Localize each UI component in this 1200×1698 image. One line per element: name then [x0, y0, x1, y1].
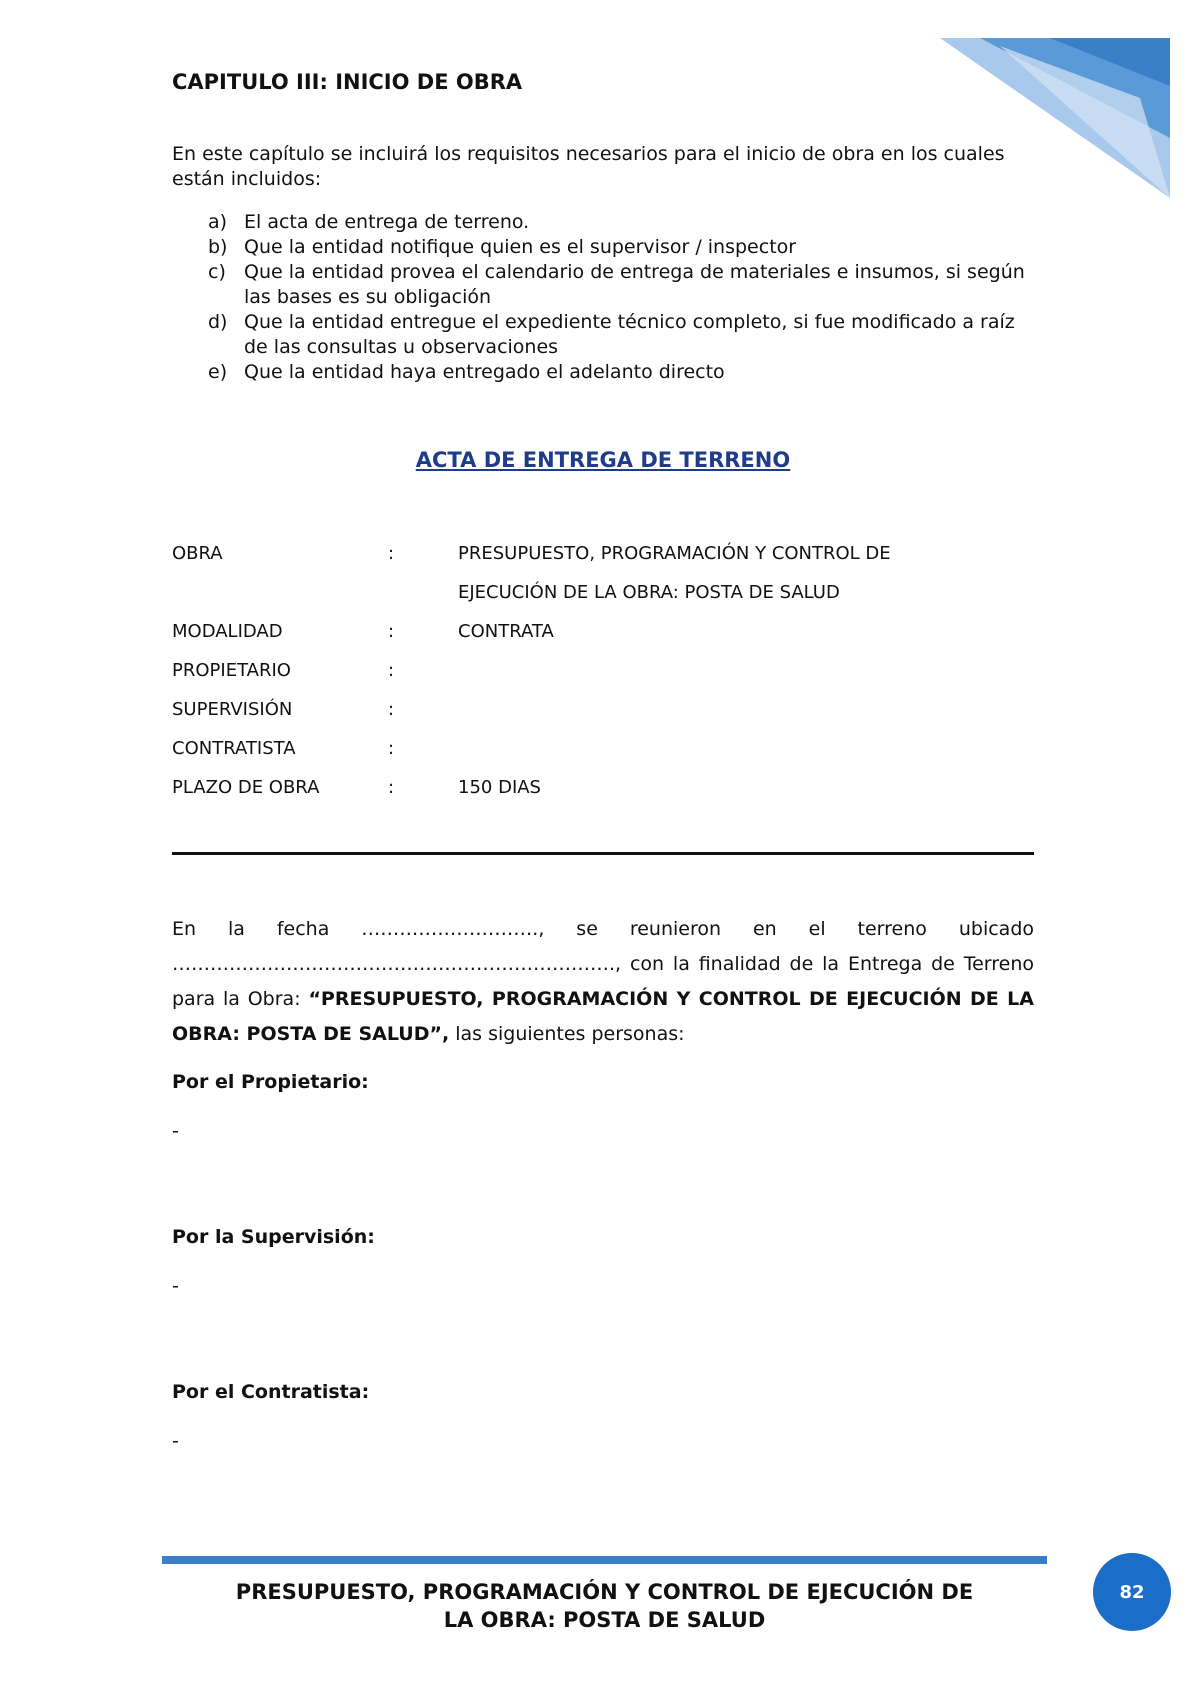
list-letter: b): [208, 236, 228, 258]
list-letter: e): [208, 361, 228, 383]
table-row: [172, 690, 1034, 729]
body-paragraph: [172, 912, 1034, 1052]
row-value: [458, 690, 1034, 729]
body-text-end: las siguientes personas:: [449, 1023, 685, 1045]
section-divider: [172, 852, 1034, 855]
requirements-list: [172, 210, 1034, 385]
intro-paragraph: En este capítulo se incluirá los requisitos necesarios para el inicio de obra en los cuales están incluidos:: [172, 143, 1005, 190]
row-label: [172, 573, 388, 612]
table-row: [172, 729, 1034, 768]
party-label-supervision: Por la Supervisión:: [172, 1226, 375, 1248]
row-value: [458, 651, 1034, 690]
row-label: PLAZO DE OBRA: [172, 777, 320, 798]
table-row: [172, 534, 1034, 573]
row-colon: :: [388, 699, 395, 720]
list-letter: a): [208, 211, 228, 233]
footer-line-2: LA OBRA: POSTA DE SALUD: [443, 1608, 766, 1632]
footer-line-1: PRESUPUESTO, PROGRAMACIÓN Y CONTROL DE EJECUCIÓN DE: [235, 1580, 974, 1604]
row-colon: [388, 573, 458, 612]
row-label: SUPERVISIÓN: [172, 699, 293, 720]
list-item: [172, 360, 1034, 385]
row-colon: :: [388, 660, 395, 681]
row-colon: :: [388, 777, 395, 798]
party-dash-propietario: -: [172, 1120, 179, 1142]
list-item: [172, 210, 1034, 235]
party-dash-supervision: -: [172, 1275, 179, 1297]
table-row: [172, 768, 1034, 807]
party-label-contratista: Por el Contratista:: [172, 1381, 370, 1403]
list-text: El acta de entrega de terreno.: [244, 211, 530, 233]
list-item: [172, 235, 1034, 260]
row-value: 150 DIAS: [458, 777, 541, 798]
chapter-title: CAPITULO III: INICIO DE OBRA: [172, 70, 523, 94]
list-text: Que la entidad provea el calendario de entrega de materiales e insumos, si según las bases es su obligación: [244, 261, 1025, 308]
table-row: [172, 612, 1034, 651]
acta-title: ACTA DE ENTREGA DE TERRENO: [415, 448, 791, 472]
row-value: PRESUPUESTO, PROGRAMACIÓN Y CONTROL DE: [458, 543, 891, 564]
party-dash-contratista: -: [172, 1430, 179, 1452]
row-colon: :: [388, 738, 395, 759]
row-value: CONTRATA: [458, 621, 554, 642]
body-project-name: “PRESUPUESTO, PROGRAMACIÓN Y CONTROL DE EJECUCIÓN DE LA OBRA: POSTA DE SALUD”,: [172, 988, 1034, 1045]
row-colon: :: [388, 543, 395, 564]
body-text-start: En la fecha ………………………., se reunieron en el terreno ubicado ……………………………………………………………., con la finalidad de la Entrega de Terreno para la Obra:: [172, 918, 1034, 1010]
list-text: Que la entidad notifique quien es el supervisor / inspector: [244, 236, 797, 258]
page-number-badge: 82: [1093, 1553, 1171, 1631]
row-label: MODALIDAD: [172, 621, 283, 642]
list-letter: d): [208, 311, 228, 333]
party-label-propietario: Por el Propietario:: [172, 1071, 369, 1093]
list-item: [172, 310, 1034, 360]
row-value: EJECUCIÓN DE LA OBRA: POSTA DE SALUD: [458, 582, 840, 603]
row-label: CONTRATISTA: [172, 738, 296, 759]
row-colon: :: [388, 621, 395, 642]
row-label: PROPIETARIO: [172, 660, 291, 681]
row-label: OBRA: [172, 543, 223, 564]
info-table: [172, 534, 1034, 807]
list-item: [172, 260, 1034, 310]
table-row: [172, 651, 1034, 690]
row-value: [458, 729, 1034, 768]
footer-bar: [162, 1556, 1047, 1564]
list-text: Que la entidad entregue el expediente técnico completo, si fue modificado a raíz de las consultas u observaciones: [244, 311, 1015, 358]
table-row: [172, 573, 1034, 612]
list-letter: c): [208, 261, 226, 283]
footer-title: [162, 1578, 1047, 1634]
list-text: Que la entidad haya entregado el adelanto directo: [244, 361, 725, 383]
